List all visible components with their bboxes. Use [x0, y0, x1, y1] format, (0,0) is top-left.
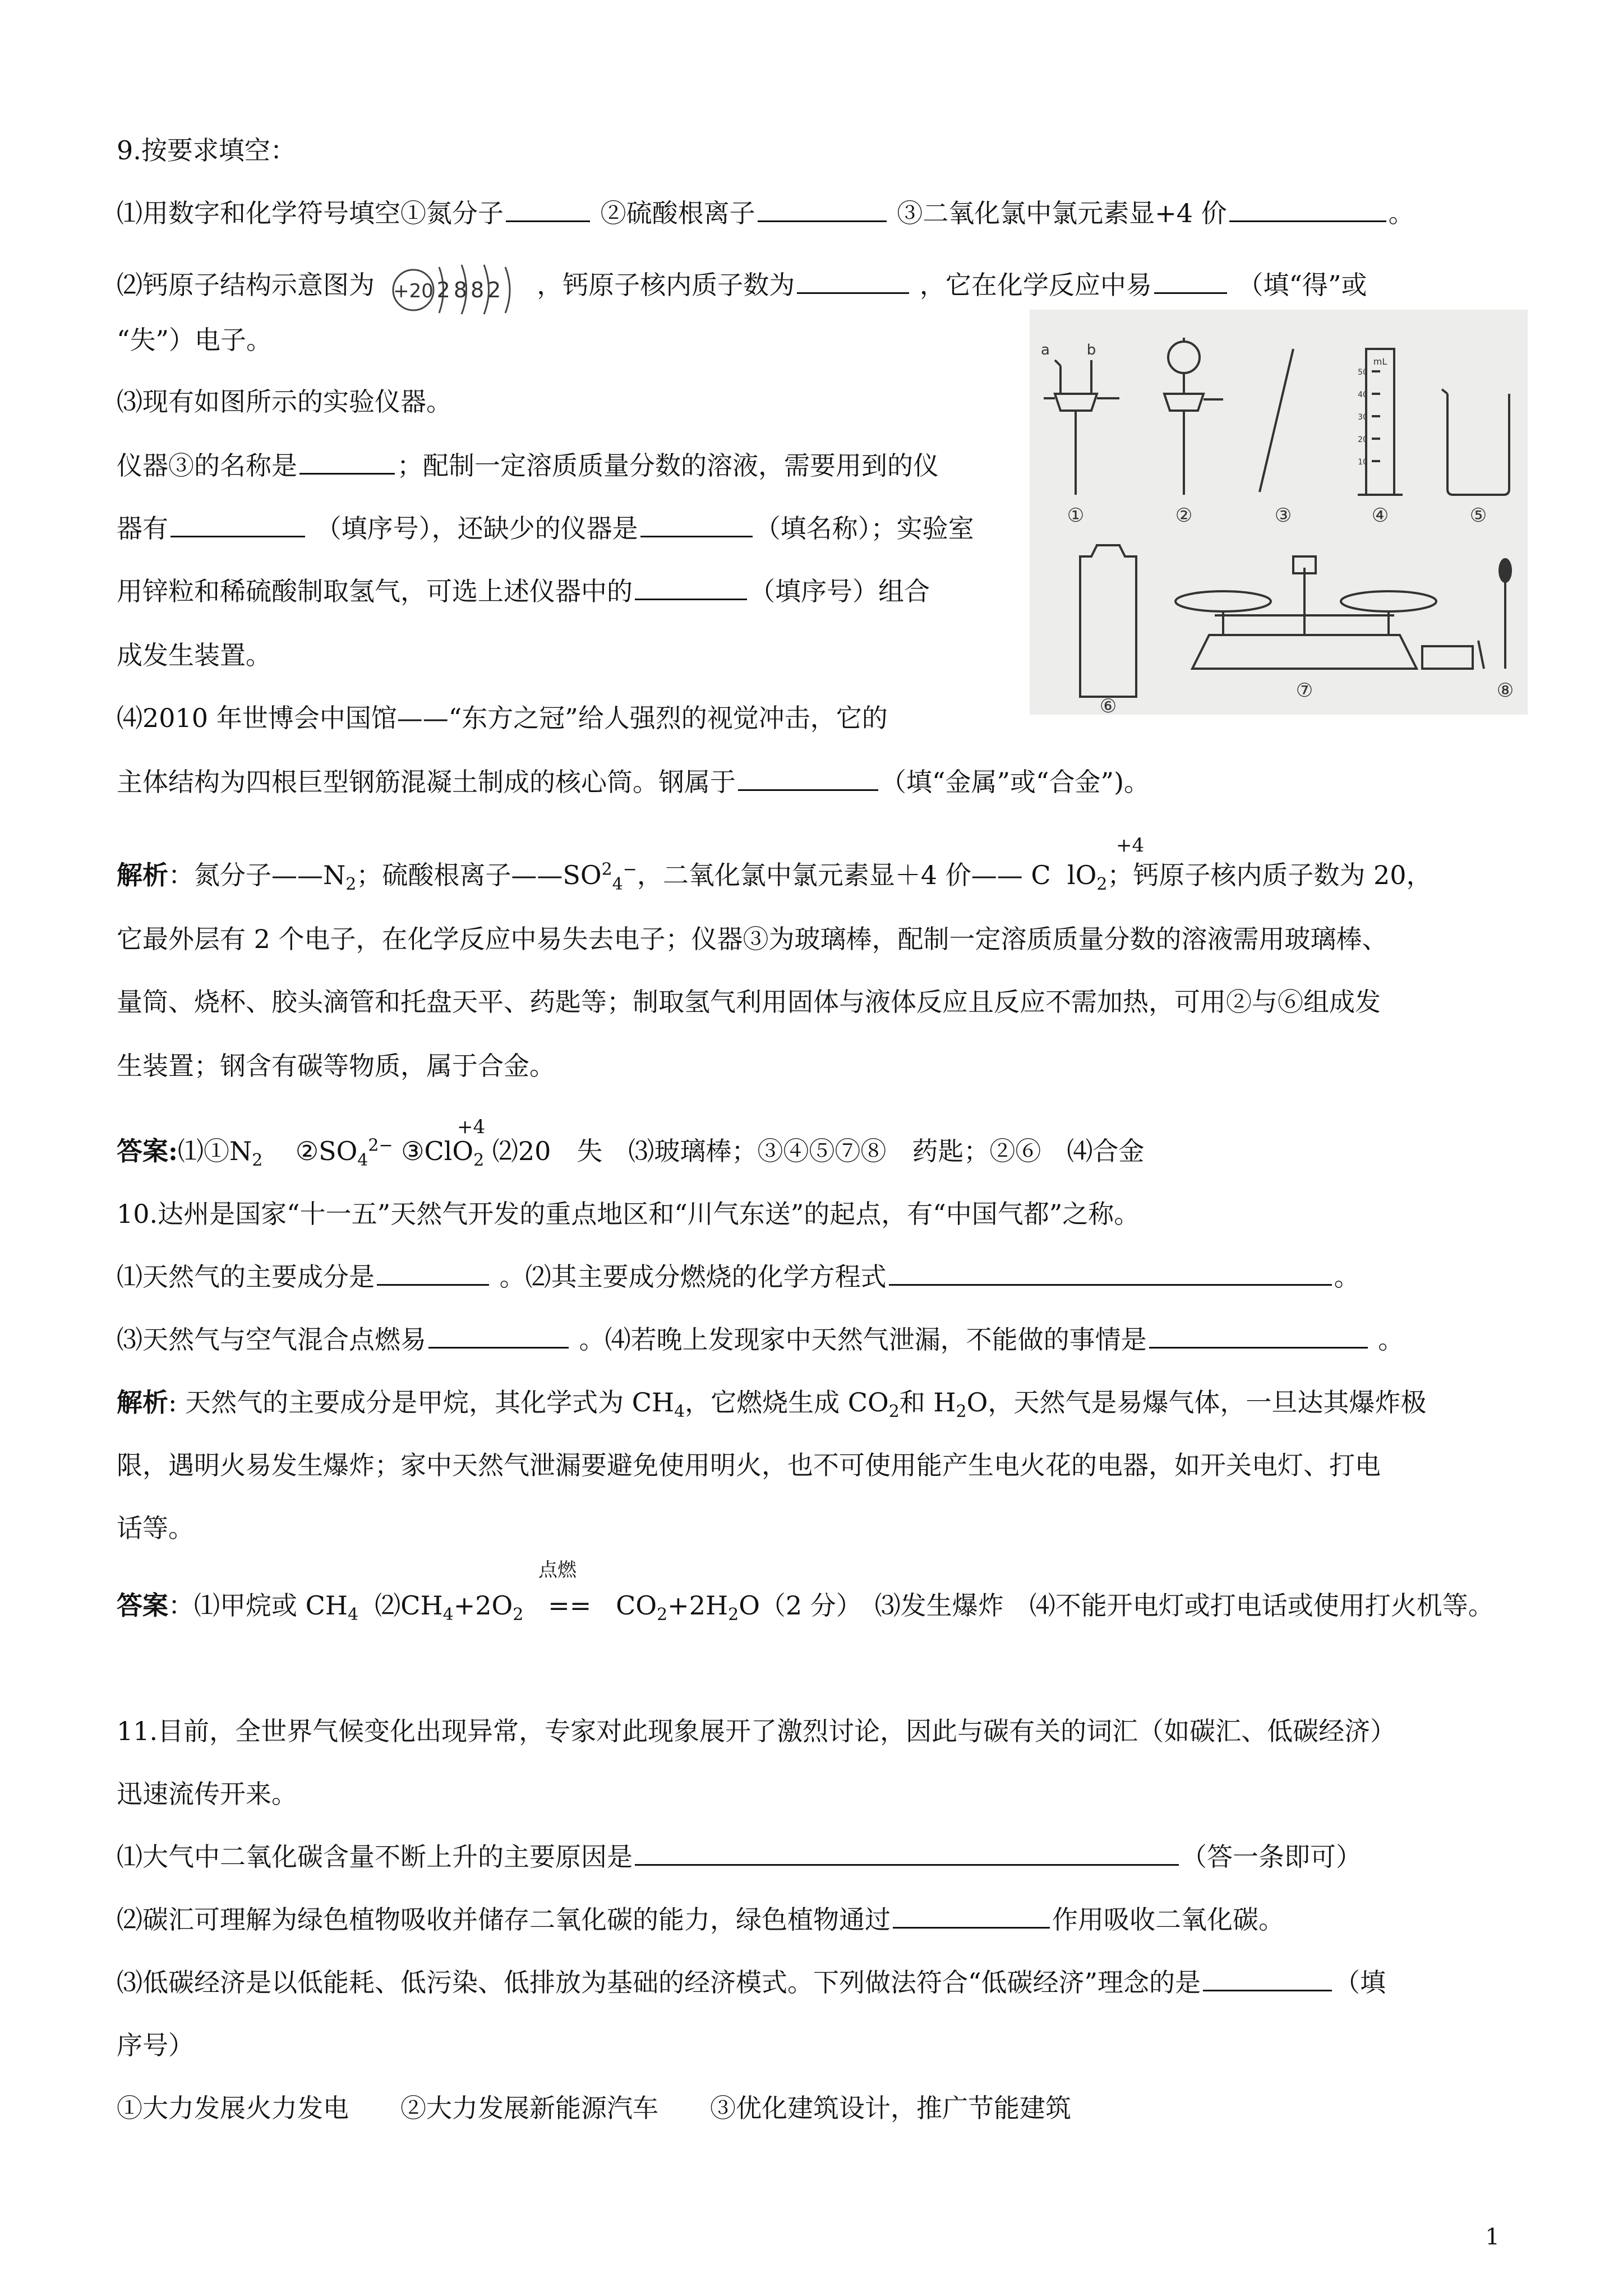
blank[interactable] [738, 767, 878, 791]
apparatus-label-6: ⑥ [1099, 695, 1117, 715]
q10-stem: 10.达州是国家“十一五”天然气开发的重点地区和“川气东送”的起点，有“中国气都”之称。 [117, 1199, 1140, 1229]
apparatus-label-1: ① [1067, 504, 1085, 527]
apparatus-label-7: ⑦ [1295, 679, 1313, 702]
q11-line2: ⑵碳汇可理解为绿色植物吸收并储存二氧化碳的能力，绿色植物通过 作用吸收二氧化碳。 [117, 1904, 1284, 1935]
apparatus-label-8: ⑧ [1496, 679, 1514, 702]
blank[interactable] [299, 450, 395, 475]
q11-stem-2: 迅速流传开来。 [117, 1779, 297, 1809]
blank[interactable] [635, 1842, 1179, 1866]
apparatus-label-5: ⑤ [1469, 504, 1487, 527]
reaction-condition: 点燃 [538, 1559, 577, 1581]
q10-analysis-line1: 解析: 天然气的主要成分是甲烷，其化学式为 $CH_4$，它燃烧生成 $CO_2$和 $H_2O$，天然气是易爆气体，一旦达其爆炸极 [117, 1387, 1427, 1422]
q11-line1: ⑴大气中二氧化碳含量不断上升的主要原因是 （答一条即可） [117, 1842, 1362, 1872]
nucleus-charge: +20 [393, 280, 434, 302]
q9-line10: 主体结构为四根巨型钢筋混凝土制成的核心筒。钢属于 （填“金属”或“合金”)。 [117, 767, 1150, 797]
q11-options: ①大力发展火力发电 ②大力发展新能源汽车 ③优化建筑设计，推广节能建筑 [117, 2093, 1071, 2123]
q9-line1: ⑴用数字和化学符号填空①氮分子 ②硫酸根离子 ③二氧化氯中氯元素显+4 价 。 [117, 198, 1414, 228]
q9-line5: 仪器③的名称是 ；配制一定溶质质量分数的溶液，需要用到的仪 [117, 450, 939, 481]
q9-answer: 答案$:⑴①N_2$ $②SO_4^{2-}$ ③ClO$_2$ ⑵20 失 ⑶玻璃棒；③④⑤⑦⑧ 药匙；②⑥ ⑷合金 [117, 1135, 1145, 1171]
lab-apparatus-figure [1030, 310, 1528, 715]
q9-analysis-line3: 量筒、烧杯、胶头滴管和托盘天平、药匙等；制取氢气利用固体与液体反应且反应不需加热，可用②与⑥组成发 [117, 987, 1381, 1017]
cylinder-mark: 10 [1358, 458, 1368, 467]
q9-analysis-line1: 解析：氮分子$——N_2$；硫酸根离子$——SO^2_4^-$，二氧化氯中氯元素显＋4 价—— C $lO_2$；钙原子核内质子数为 20， [117, 859, 1432, 895]
q10-answer: 答案：⑴甲烷或 $CH_4$ $⑵CH_4+2O_2$ == $CO_2+2H_2O(2$ 分） ⑶发生爆炸 ⑷不能开电灯或打电话或使用打火机等。 [117, 1590, 1494, 1625]
page-number: 1 [1485, 2224, 1500, 2250]
valence-mark: +4 [457, 1116, 486, 1138]
q9-stem: 9.按要求填空： [117, 135, 296, 165]
electron-shells: 2882 [436, 278, 504, 302]
blank[interactable] [640, 513, 753, 537]
q9-line8: 成发生装置。 [117, 640, 271, 670]
q10-line2: ⑶天然气与空气混合点燃易 。⑷若晚上发现家中天然气泄漏，不能做的事情是 。 [117, 1324, 1404, 1355]
apparatus-label-3: ③ [1274, 504, 1292, 527]
blank[interactable] [893, 1904, 1050, 1929]
q10-analysis-line3: 话等。 [117, 1513, 194, 1543]
tube-label-a: a [1041, 342, 1050, 358]
q9-line7: 用锌粒和稀硫酸制取氢气，可选上述仪器中的 （填序号）组合 [117, 576, 930, 606]
q11-stem-1: 11.目前，全世界气候变化出现异常，专家对此现象展开了激烈讨论，因此与碳有关的词汇（如碳汇、低碳经济） [117, 1716, 1396, 1746]
valence-mark: +4 [1116, 834, 1145, 857]
cylinder-unit: mL [1373, 356, 1387, 367]
apparatus-label-2: ② [1175, 504, 1193, 527]
q10-line1: ⑴天然气的主要成分是 。⑵其主要成分燃烧的化学方程式 。 [117, 1262, 1360, 1292]
q9-line9: ⑷2010 年世博会中国馆——“东方之冠”给人强烈的视觉冲击，它的 [117, 703, 888, 733]
cylinder-mark: 30 [1358, 413, 1368, 422]
q9-line3: “失”）电子。 [117, 325, 273, 355]
blank[interactable] [170, 513, 305, 537]
q9-line6: 器有 （填序号），还缺少的仪器是 （填名称）；实验室 [117, 513, 974, 544]
blank[interactable] [428, 1324, 569, 1349]
q10-analysis-line2: 限，遇明火易发生爆炸；家中天然气泄漏要避免使用明火，也不可使用能产生电火花的电器，如开关电灯、打电 [117, 1450, 1381, 1480]
apparatus-label-4: ④ [1371, 504, 1389, 527]
calcium-atom-diagram [383, 259, 529, 315]
cylinder-mark: 20 [1358, 435, 1368, 444]
blank[interactable] [1229, 198, 1386, 222]
blank[interactable] [635, 576, 747, 600]
blank[interactable] [377, 1262, 489, 1286]
q11-line4: 序号） [117, 2030, 194, 2060]
cylinder-mark: 40 [1358, 390, 1368, 399]
blank[interactable] [1149, 1324, 1368, 1349]
q9-analysis-line2: 它最外层有 2 个电子，在化学反应中易失去电子；仪器③为玻璃棒，配制一定溶质质量分数的溶液需用玻璃棒、 [117, 924, 1388, 954]
q9-line4: ⑶现有如图所示的实验仪器。 [117, 386, 452, 417]
cylinder-mark: 50 [1358, 368, 1368, 377]
blank[interactable] [758, 198, 887, 222]
blank[interactable] [1203, 1967, 1332, 1991]
tube-label-b: b [1086, 342, 1096, 358]
blank[interactable] [889, 1262, 1332, 1286]
q11-line3: ⑶低碳经济是以低能耗、低污染、低排放为基础的经济模式。下列做法符合“低碳经济”理念的是 （填 [117, 1967, 1386, 1998]
q9-analysis-line4: 生装置；钢含有碳等物质，属于合金。 [117, 1051, 555, 1081]
blank[interactable] [1154, 270, 1227, 294]
q9-line2: ⑵钙原子结构示意图为 +20 2882 ，钙原子核内质子数为 ，它在化学反应中易 （填“得”或 [117, 259, 1367, 315]
blank[interactable] [797, 270, 909, 294]
blank[interactable] [506, 198, 590, 222]
